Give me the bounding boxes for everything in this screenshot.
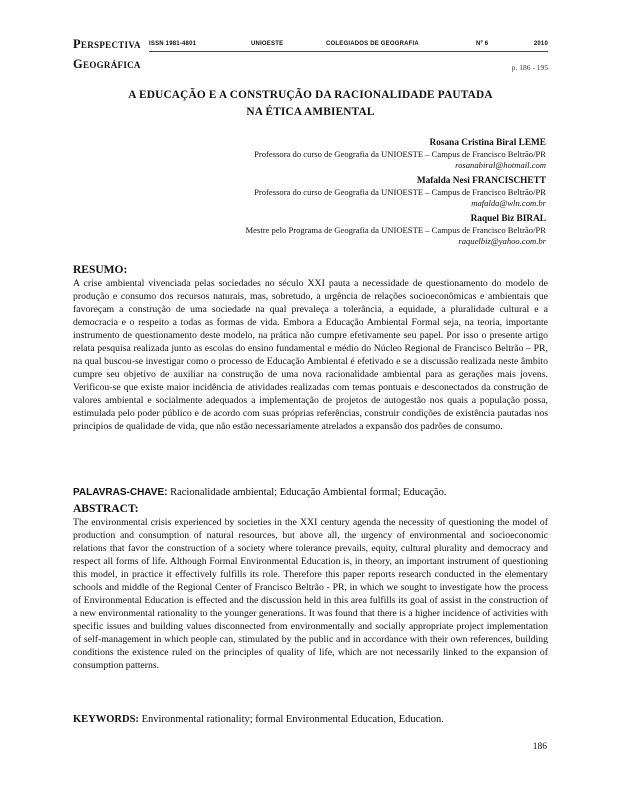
author-affiliation: Mestre pelo Programa de Geografia da UNIOESTE – Campus de Francisco Beltrão/PR xyxy=(245,225,546,235)
article-title-line1: A EDUCAÇÃO E A CONSTRUÇÃO DA RACIONALIDADE PAUTADA xyxy=(128,89,493,101)
author-block xyxy=(126,175,546,209)
author-email[interactable]: mafalda@wln.com.br xyxy=(471,198,546,208)
author-email[interactable]: raquelbiz@yahoo.com.br xyxy=(458,236,546,246)
issue-year: 2010 xyxy=(533,41,548,47)
author-block xyxy=(126,137,546,171)
author-affiliation: Professora do curso de Geografia da UNIOESTE – Campus de Francisco Beltrão/PR xyxy=(254,149,546,159)
page-range: p. 186 - 195 xyxy=(511,63,548,72)
issue-number: Nº 6 xyxy=(476,41,489,47)
university-label: UNIOESTE xyxy=(251,41,284,47)
resumo-section xyxy=(73,264,548,433)
keywords-label: KEYWORDS: xyxy=(73,714,139,725)
keywords-text: Environmental rationality; formal Environmental Education, Education. xyxy=(141,714,444,725)
palavras-chave-text: Racionalidade ambiental; Educação Ambiental formal; Educação. xyxy=(170,487,447,498)
journal-header xyxy=(73,37,548,53)
journal-name-line2: Geográfica xyxy=(73,57,141,71)
collegiate-label: COLEGIADOS DE GEOGRAFIA xyxy=(326,41,419,47)
keywords-line xyxy=(73,713,548,726)
abstract-text: The environmental crisis experienced by societies in the XXI century agenda the necessity of questioning the model of production and consumption of natural resources, but above all, the urgency of environmental and socioeconomic relations that favor the construction of a society where tolerance prevails, equity, cultural plurality and democracy and respect all forms of life. Although Formal Environmental Education is, in theory, an important instrument of questioning this model, in practice it effectively fulfills its role. Therefore this paper reports research conducted in the elementary schools and middle of the Regional Center of Francisco Beltrão - PR, in which we sought to investigate how the process of Environmental Education is effected and the discussion held in this area fulfills its goal of assist in the construction of a new environmental rationality to the younger generations. It was found that there is a higher incidence of activities with specific issues and building values disconnected from environmentally and socially appropriate project implementation of self-management in which people can, stimulated by the public and in accordance with their own references, building conditions the existence ruled on the principles of quality of life, which are not necessarily linked to the expansion of consumption patterns. xyxy=(73,517,548,671)
palavras-chave-line xyxy=(73,486,548,499)
abstract-heading: ABSTRACT: xyxy=(73,503,139,515)
author-block xyxy=(126,213,546,247)
resumo-heading: RESUMO: xyxy=(73,264,128,276)
journal-header-fields xyxy=(149,40,548,52)
author-list xyxy=(126,137,546,251)
palavras-chave-label: PALAVRAS-CHAVE: xyxy=(73,487,168,498)
abstract-section xyxy=(73,503,548,672)
article-title-line2: NA ÉTICA AMBIENTAL xyxy=(246,106,375,118)
resumo-text: A crise ambiental vivenciada pelas sociedades no século XXI pauta a necessidade de questionamento do modelo de produção e consumo dos recursos naturais, mas, sobretudo, a urgência de relações socioeconômicas e ambientais que favoreçam a construção de uma sociedade na qual prevaleça a tolerância, a equidade, a pluralidade cultural e a democracia e o respeito a todas as formas de vida. Embora a Educação Ambiental Formal seja, na teoria, importante instrumento de questionamento deste modelo, na prática não cumpre efetivamente seu papel. Por isso o presente artigo relata pesquisa realizada junto as escolas do ensino fundamental e médio do Núcleo Regional de Francisco Beltrão – PR, na qual buscou-se investigar como o processo de Educação Ambiental é efetivado e se a discussão realizada neste âmbito cumpre seu objetivo de auxiliar na construção de uma nova racionalidade ambiental para as gerações mais jovens. Verificou-se que existe maior incidência de atividades realizadas com temas pontuais e desconectados da construção de valores ambiental e socialmente adequados a implementação de projetos de autogestão nos quais a população possa, estimulada pelo poder público e de acordo com suas próprias referências, construir condições de existência pautadas nos princípios de qualidade de vida, que não estão necessariamente atrelados a expansão dos padrões de consumo. xyxy=(73,278,548,432)
author-affiliation: Professora do curso de Geografia da UNIOESTE – Campus de Francisco Beltrão/PR xyxy=(254,187,546,197)
journal-name-line1: Perspectiva xyxy=(73,37,141,51)
author-name: Mafalda Nesi FRANCISCHETT xyxy=(416,176,546,186)
page-number: 186 xyxy=(532,742,547,752)
author-email[interactable]: rosanabiral@hotmail.com xyxy=(455,160,546,170)
issn-label: ISSN 1981-4801 xyxy=(149,41,197,47)
author-name: Raquel Biz BIRAL xyxy=(470,214,546,224)
author-name: Rosana Cristina Biral LEME xyxy=(429,138,546,148)
